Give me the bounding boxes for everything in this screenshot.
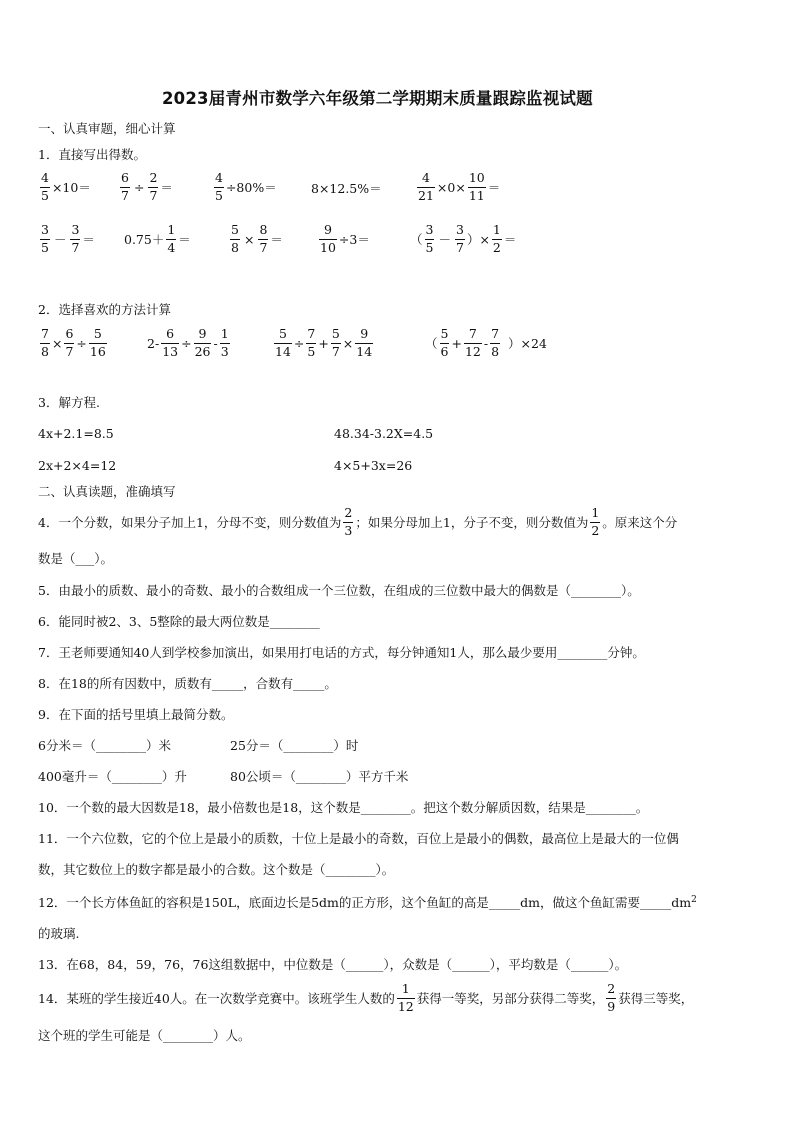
expr-text: ×10＝ <box>51 180 91 195</box>
fraction: $\frac{1}{2}$ <box>591 505 600 538</box>
operator: × <box>342 335 354 351</box>
q2-item-c <box>272 328 375 358</box>
question-12-line2: 的玻璃. <box>38 926 80 941</box>
q9-item-a: 6分米＝（________）米 <box>38 738 171 753</box>
question-text: ；如果分母加上1，分子不变，则分数值为 <box>355 515 589 530</box>
question-9-label: 9．在下面的括号里填上最简分数。 <box>38 707 234 722</box>
question-13: 13．在68，84，59，76，76这组数据中，中位数是（______），众数是（______），平均数是（______）。 <box>38 957 628 972</box>
expr-text: 2- <box>147 335 160 351</box>
q1-item-e <box>415 172 500 202</box>
fraction: $\frac{2}{3}$ <box>344 505 353 538</box>
q9-item-b: 25分＝（________）时 <box>230 738 359 753</box>
q1-item-f <box>38 224 95 254</box>
expr-text: 0.75＋ <box>124 232 165 247</box>
fraction: $\frac{1}{4}$ <box>167 222 176 255</box>
q9-item-d: 80公顷＝（________）平方千米 <box>230 769 409 784</box>
question-text: 12．一个长方体鱼缸的容积是150L，底面边长是5dm的正方形，这个鱼缸的高是_____dm，做这个鱼缸需要_____dm <box>38 895 692 911</box>
question-6: 6．能同时被2、3、5整除的最大两位数是________ <box>38 614 320 629</box>
section-heading-2: 二、认真读题，准确填写 <box>38 484 176 499</box>
operator: × <box>243 231 255 247</box>
question-11-line1: 11．一个六位数，它的个位上是最小的质数，十位上是最小的奇数，百位上是最小的偶数，最高位上是最大的一位偶 <box>38 831 679 846</box>
operator: ÷ <box>133 179 145 195</box>
expr-text: ）×24 <box>508 336 547 351</box>
expr-text: ＝ <box>487 180 501 195</box>
question-text: 14．某班的学生接近40人。在一次数学竞赛中。该班学生人数的 <box>38 991 395 1006</box>
question-14 <box>38 983 693 1013</box>
operator: － <box>438 232 451 247</box>
fraction: $\frac{7}{12}$ <box>464 326 481 359</box>
fraction: $\frac{7}{8}$ <box>41 326 49 359</box>
fraction: $\frac{5}{7}$ <box>331 326 340 359</box>
question-4-line2: 数是（___）。 <box>38 551 114 566</box>
fraction: $\frac{10}{11}$ <box>468 170 485 203</box>
fraction: $\frac{4}{21}$ <box>418 170 434 203</box>
fraction: $\frac{2}{9}$ <box>607 981 616 1014</box>
equation-3: 2x+2×4=12 <box>38 458 117 473</box>
fraction: $\frac{5}{16}$ <box>89 326 106 359</box>
fraction: $\frac{8}{7}$ <box>259 222 268 255</box>
fraction: $\frac{9}{10}$ <box>320 222 336 255</box>
fraction: $\frac{4}{5}$ <box>215 170 223 203</box>
fraction: $\frac{3}{5}$ <box>41 222 49 255</box>
expr-text: ＝ <box>178 232 191 247</box>
question-text: 4．一个分数，如果分子加上1，分母不变，则分数值为 <box>38 515 342 530</box>
question-11-line2: 数，其它数位上的数字都是最小的合数。这个数是（________）。 <box>38 862 395 877</box>
fraction: $\frac{5}{14}$ <box>275 326 291 359</box>
fraction: $\frac{9}{14}$ <box>356 326 373 359</box>
question-7: 7．王老师要通知40人到学校参加演出，如果用打电话的方式，每分钟通知1人，那么最少要用________分钟。 <box>38 645 645 660</box>
q2-item-d <box>425 328 547 358</box>
section-heading-1: 一、认真审题，细心计算 <box>38 121 176 136</box>
question-text: 。原来这个分 <box>602 515 678 530</box>
paren: ）× <box>466 232 490 247</box>
fraction: $\frac{3}{7}$ <box>71 222 80 255</box>
fraction: $\frac{7}{5}$ <box>307 326 316 359</box>
equation-1: 4x+2.1=8.5 <box>38 426 114 441</box>
fraction: $\frac{5}{6}$ <box>440 326 449 359</box>
question-10: 10．一个数的最大因数是18，最小倍数也是18，这个数是________。把这个数分解质因数，结果是________。 <box>38 800 649 815</box>
fraction: $\frac{3}{7}$ <box>455 222 464 255</box>
q1-item-b <box>118 172 173 202</box>
paren: （ <box>410 232 423 247</box>
page-title: 2023届青州市数学六年级第二学期期末质量跟踪监视试题 <box>162 89 593 108</box>
fraction: $\frac{7}{8}$ <box>491 326 500 359</box>
paren: （ <box>425 336 438 351</box>
operator: - <box>213 335 218 351</box>
fraction: $\frac{1}{3}$ <box>220 326 229 359</box>
operator: + <box>451 335 462 351</box>
fraction: $\frac{6}{7}$ <box>121 170 129 203</box>
q1-item-g <box>124 224 191 254</box>
fraction: $\frac{4}{5}$ <box>41 170 49 203</box>
expr-text: ＝ <box>82 232 95 247</box>
question-4 <box>38 507 677 537</box>
fraction: $\frac{9}{26}$ <box>194 326 211 359</box>
question-text: 获得三等奖， <box>618 991 694 1006</box>
q1-item-c <box>212 172 277 202</box>
q1-item-j <box>410 224 516 254</box>
question-1-label: 1．直接写出得数。 <box>38 147 146 162</box>
question-14-line2: 这个班的学生可能是（________）人。 <box>38 1028 251 1043</box>
fraction: $\frac{1}{12}$ <box>397 981 414 1014</box>
operator: - <box>483 335 489 351</box>
question-text: 获得一等奖，另部分获得二等奖， <box>416 991 605 1006</box>
superscript: 2 <box>691 895 697 905</box>
fraction: $\frac{6}{13}$ <box>162 326 179 359</box>
operator: + <box>318 335 329 351</box>
question-3-label: 3．解方程. <box>38 395 100 410</box>
question-8: 8．在18的所有因数中，质数有_____，合数有_____。 <box>38 676 337 691</box>
expr-text: ×0× <box>436 179 466 195</box>
fraction: $\frac{5}{8}$ <box>231 222 239 255</box>
expr-text: ÷80%＝ <box>225 180 277 195</box>
expr-text: ＝ <box>503 232 517 247</box>
q2-item-a <box>38 328 109 358</box>
question-12-line1 <box>38 896 697 910</box>
expr-text: ÷3＝ <box>338 232 370 247</box>
q1-item-a <box>38 172 91 202</box>
fraction: $\frac{3}{5}$ <box>425 222 434 255</box>
fraction: $\frac{2}{7}$ <box>149 170 158 203</box>
operator: － <box>53 232 67 247</box>
expr-text: ＝ <box>160 180 173 195</box>
operator: × <box>51 335 63 351</box>
fraction: $\frac{6}{7}$ <box>65 326 74 359</box>
operator: ÷ <box>293 335 305 351</box>
operator: ÷ <box>181 335 192 351</box>
question-5: 5．由最小的质数、最小的奇数、最小的合数组成一个三位数，在组成的三位数中最大的偶数是（________）。 <box>38 583 640 598</box>
q1-item-h <box>228 224 283 254</box>
q1-item-i <box>317 224 370 254</box>
q9-item-c: 400毫升＝（________）升 <box>38 769 187 784</box>
expr-text: ＝ <box>270 232 283 247</box>
operator: ÷ <box>76 335 87 351</box>
question-2-label: 2．选择喜欢的方法计算 <box>38 302 171 317</box>
q2-item-b <box>147 328 232 358</box>
fraction: $\frac{1}{2}$ <box>492 222 501 255</box>
q1-item-d: 8×12.5%＝ <box>311 181 382 196</box>
equation-2: 48.34-3.2X=4.5 <box>334 426 434 441</box>
equation-4: 4×5+3x=26 <box>334 458 413 473</box>
